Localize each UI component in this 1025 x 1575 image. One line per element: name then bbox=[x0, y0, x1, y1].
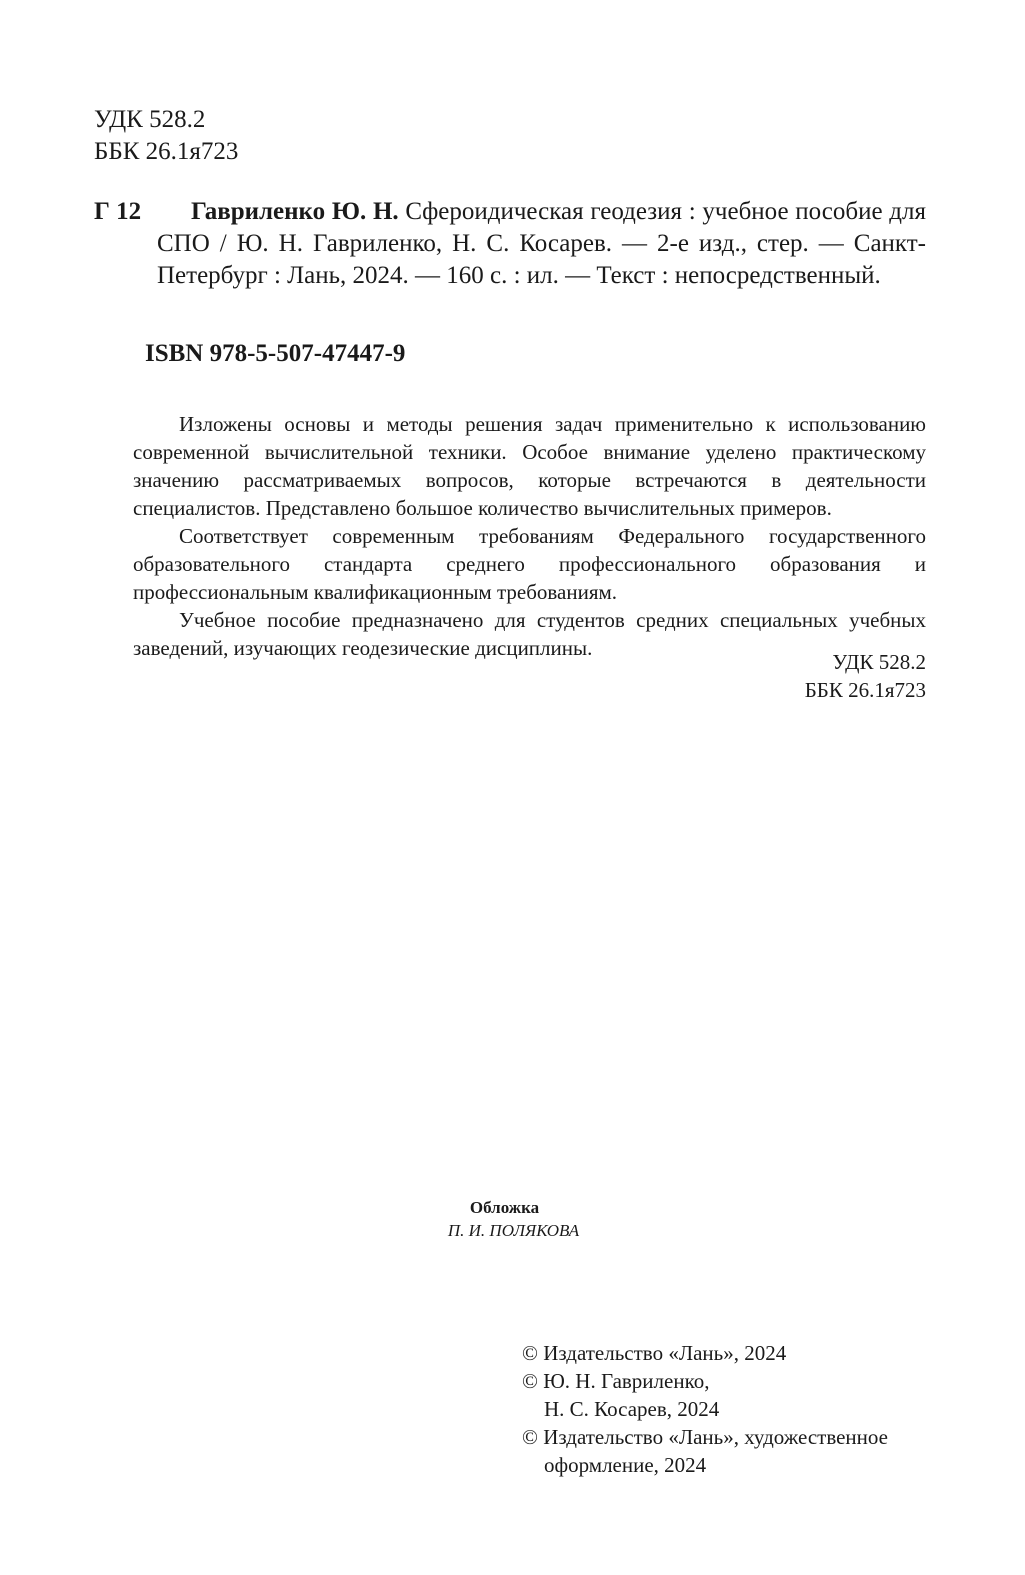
author-sign: Г 12 bbox=[94, 198, 142, 225]
classification-top bbox=[94, 104, 238, 168]
annotation-paragraph: Изложены основы и методы решения задач применительно к использованию современной вычислительной техники. Особое внимание уделено практическому значению рассматриваемых вопросов, которые встречаются в деятельности специалистов. Представлено большое количество вычислительных примеров. bbox=[133, 412, 926, 520]
copyright-publisher: © Издательство «Лань», 2024 bbox=[522, 1341, 787, 1365]
isbn: ISBN 978-5-507-47447-9 bbox=[145, 340, 406, 367]
annotation-paragraph: Соответствует современным требованиям Федерального государственного образовательного стандарта среднего профессионального образования и профессиональным квалификационным требованиям. bbox=[133, 524, 926, 604]
author-name: Гавриленко Ю. Н. bbox=[191, 198, 399, 225]
bbk-code: ББК 26.1я723 bbox=[94, 138, 239, 165]
bibliographic-description bbox=[157, 196, 926, 292]
copyright-authors-cont: Н. С. Косарев, 2024 bbox=[544, 1397, 720, 1421]
bbk-code-bottom: ББК 26.1я723 bbox=[804, 678, 926, 702]
bibliographic-entry bbox=[94, 196, 926, 292]
copyright-design: © Издательство «Лань», художественное bbox=[522, 1425, 888, 1449]
udk-code-bottom: УДК 528.2 bbox=[832, 650, 926, 674]
cover-designer: П. И. ПОЛЯКОВА bbox=[447, 1221, 580, 1240]
cover-label: Обложка bbox=[469, 1198, 540, 1217]
udk-code: УДК 528.2 bbox=[94, 106, 206, 133]
description-text: Сфероидическая геодезия : учебное пособие для СПО / Ю. Н. Гавриленко, Н. С. Косарев. — 2-е изд., стер. — Санкт-Петербург : Лань, 2024. — 160 с. : ил. — Текст : непосредственный. bbox=[157, 198, 927, 289]
copyright-authors: © Ю. Н. Гавриленко, bbox=[522, 1369, 710, 1393]
copyright-block bbox=[522, 1339, 888, 1479]
annotation bbox=[133, 410, 926, 662]
annotation-paragraph: Учебное пособие предназначено для студентов средних специальных учебных заведений, изучающих геодезические дисциплины. bbox=[133, 608, 926, 660]
cover-credit bbox=[0, 1196, 1025, 1242]
classification-bottom bbox=[640, 648, 926, 704]
copyright-design-cont: оформление, 2024 bbox=[544, 1453, 707, 1477]
